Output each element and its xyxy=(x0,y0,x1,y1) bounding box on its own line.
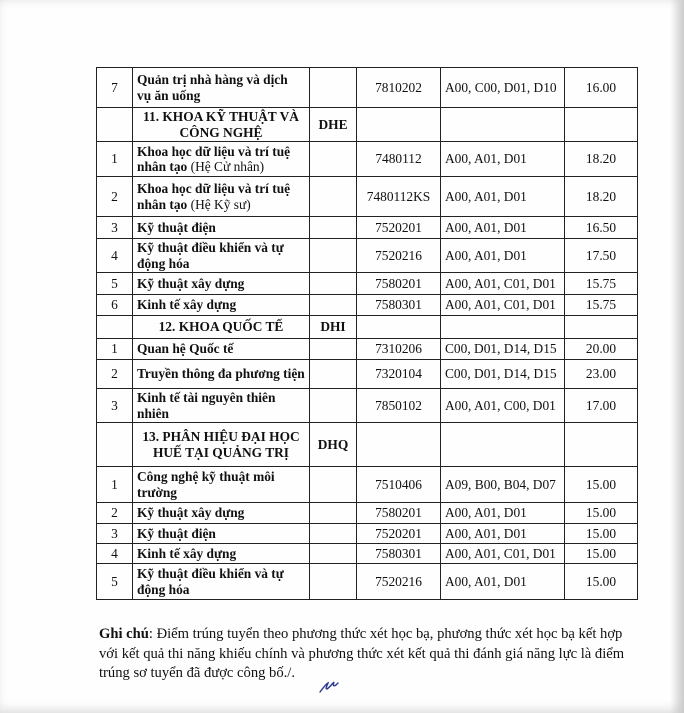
table-row xyxy=(97,564,638,600)
subject-combination: A00, A01, D01 xyxy=(441,564,565,600)
major-name xyxy=(133,295,310,316)
stt-cell: 3 xyxy=(97,389,133,423)
admission-score: 16.50 xyxy=(565,217,638,239)
school-code-cell xyxy=(310,217,357,239)
major-code: 7850102 xyxy=(357,389,441,423)
admission-score: 15.00 xyxy=(565,503,638,524)
section-row xyxy=(97,316,638,339)
footnote-label: Ghi chú xyxy=(99,626,149,642)
stt-cell: 2 xyxy=(97,177,133,217)
stt-cell: 3 xyxy=(97,217,133,239)
subject-combination: A00, A01, D01 xyxy=(441,239,565,273)
combo-cell xyxy=(441,316,565,339)
admission-score: 15.75 xyxy=(565,273,638,295)
stt-cell xyxy=(97,316,133,339)
stt-cell: 1 xyxy=(97,142,133,177)
table-row xyxy=(97,142,638,177)
table-row xyxy=(97,389,638,423)
table-row xyxy=(97,524,638,544)
school-code-cell xyxy=(310,273,357,295)
major-name-text: Kỹ thuật điều khiển và tự động hóa xyxy=(137,240,284,271)
admission-score: 18.20 xyxy=(565,142,638,177)
school-code: DHE xyxy=(310,108,357,142)
school-code-cell xyxy=(310,339,357,360)
school-code-cell xyxy=(310,142,357,177)
subject-combination: A00, C00, D01, D10 xyxy=(441,68,565,108)
school-code-cell xyxy=(310,177,357,217)
page-edge-shadow xyxy=(670,0,684,713)
score-cell xyxy=(565,316,638,339)
major-name xyxy=(133,544,310,564)
stt-cell: 7 xyxy=(97,68,133,108)
stt-cell: 2 xyxy=(97,360,133,389)
major-name-text: Truyền thông đa phương tiện xyxy=(137,366,305,382)
major-name xyxy=(133,68,310,108)
major-name-text: Kinh tế xây dựng xyxy=(137,545,237,561)
table-row xyxy=(97,217,638,239)
subject-combination: A00, A01, D01 xyxy=(441,524,565,544)
stt-cell: 5 xyxy=(97,273,133,295)
major-name-extra: (Hệ Kỹ sư) xyxy=(190,196,251,212)
table-row xyxy=(97,273,638,295)
major-name xyxy=(133,524,310,544)
subject-combination: A00, A01, C00, D01 xyxy=(441,389,565,423)
admission-score: 15.00 xyxy=(565,467,638,503)
stt-cell: 3 xyxy=(97,524,133,544)
major-name xyxy=(133,503,310,524)
major-name xyxy=(133,467,310,503)
major-code: 7520201 xyxy=(357,217,441,239)
table-row xyxy=(97,295,638,316)
major-code: 7580301 xyxy=(357,295,441,316)
admission-score: 17.00 xyxy=(565,389,638,423)
major-code: 7480112 xyxy=(357,142,441,177)
admission-score: 18.20 xyxy=(565,177,638,217)
major-name xyxy=(133,239,310,273)
major-code: 7320104 xyxy=(357,360,441,389)
admission-score: 20.00 xyxy=(565,339,638,360)
major-name xyxy=(133,389,310,423)
table-row xyxy=(97,544,638,564)
combo-cell xyxy=(441,423,565,467)
school-code-cell xyxy=(310,295,357,316)
major-name xyxy=(133,360,310,389)
stt-cell: 2 xyxy=(97,503,133,524)
signature-mark xyxy=(318,678,340,694)
table-row xyxy=(97,467,638,503)
subject-combination: A00, A01, D01 xyxy=(441,217,565,239)
subject-combination: C00, D01, D14, D15 xyxy=(441,360,565,389)
major-code: 7580201 xyxy=(357,503,441,524)
major-code: 7810202 xyxy=(357,68,441,108)
admission-score: 23.00 xyxy=(565,360,638,389)
stt-cell: 6 xyxy=(97,295,133,316)
stt-cell: 1 xyxy=(97,339,133,360)
section-title: 12. KHOA QUỐC TẾ xyxy=(133,316,310,339)
code-cell xyxy=(357,108,441,142)
stt-cell: 1 xyxy=(97,467,133,503)
table-row xyxy=(97,360,638,389)
major-code: 7520216 xyxy=(357,564,441,600)
school-code-cell xyxy=(310,503,357,524)
admission-score: 17.50 xyxy=(565,239,638,273)
subject-combination: C00, D01, D14, D15 xyxy=(441,339,565,360)
major-name xyxy=(133,142,310,177)
major-name-text: Quan hệ Quốc tế xyxy=(137,341,234,357)
admission-score: 15.00 xyxy=(565,544,638,564)
major-name xyxy=(133,339,310,360)
stt-cell xyxy=(97,423,133,467)
major-name-text: Kỹ thuật điện xyxy=(137,219,216,235)
major-code: 7520201 xyxy=(357,524,441,544)
school-code-cell xyxy=(310,68,357,108)
subject-combination: A00, A01, C01, D01 xyxy=(441,273,565,295)
school-code-cell xyxy=(310,544,357,564)
admission-score: 15.75 xyxy=(565,295,638,316)
major-code: 7480112KS xyxy=(357,177,441,217)
admission-score: 15.00 xyxy=(565,564,638,600)
major-name-text: Kỹ thuật điện xyxy=(137,525,216,541)
major-name-text: Công nghệ kỹ thuật môi trường xyxy=(137,469,275,500)
table-body xyxy=(97,68,638,600)
footnote-text: : Điểm trúng tuyển theo phương thức xét học bạ, phương thức xét học bạ kết hợp với kết quả thi năng khiếu chính và phương thức xét kết quả thi đánh giá năng lực là điểm trúng sơ tuyển đã được công bố./. xyxy=(99,626,625,681)
section-row xyxy=(97,423,638,467)
major-name-text: Kỹ thuật điều khiển và tự động hóa xyxy=(137,566,284,597)
stt-cell xyxy=(97,108,133,142)
major-name-text: Khoa học dữ liệu và trí tuệ nhân tạo xyxy=(137,181,291,212)
major-name-text: Khoa học dữ liệu và trí tuệ nhân tạo xyxy=(137,143,291,174)
admission-score-table xyxy=(96,67,638,600)
stt-cell: 5 xyxy=(97,564,133,600)
school-code-cell xyxy=(310,524,357,544)
score-cell xyxy=(565,108,638,142)
table-row xyxy=(97,239,638,273)
code-cell xyxy=(357,423,441,467)
major-name xyxy=(133,273,310,295)
major-name xyxy=(133,217,310,239)
subject-combination: A09, B00, B04, D07 xyxy=(441,467,565,503)
section-row xyxy=(97,108,638,142)
major-code: 7510406 xyxy=(357,467,441,503)
school-code-cell xyxy=(310,239,357,273)
admission-score: 15.00 xyxy=(565,524,638,544)
table-row xyxy=(97,339,638,360)
section-title: 11. KHOA KỸ THUẬT VÀ CÔNG NGHỆ xyxy=(133,108,310,142)
admission-score: 16.00 xyxy=(565,68,638,108)
school-code-cell xyxy=(310,360,357,389)
school-code-cell xyxy=(310,389,357,423)
major-code: 7580301 xyxy=(357,544,441,564)
combo-cell xyxy=(441,108,565,142)
major-code: 7310206 xyxy=(357,339,441,360)
table-row xyxy=(97,177,638,217)
major-name-extra: (Hệ Cử nhân) xyxy=(190,159,265,174)
school-code-cell xyxy=(310,564,357,600)
major-name-text: Quản trị nhà hàng và dịch vụ ăn uống xyxy=(137,72,288,103)
major-code: 7520216 xyxy=(357,239,441,273)
major-name-text: Kinh tế tài nguyên thiên nhiên xyxy=(137,390,276,421)
major-name xyxy=(133,177,310,217)
major-name-text: Kinh tế xây dựng xyxy=(137,297,237,313)
major-name xyxy=(133,564,310,600)
subject-combination: A00, A01, D01 xyxy=(441,503,565,524)
major-code: 7580201 xyxy=(357,273,441,295)
code-cell xyxy=(357,316,441,339)
stt-cell: 4 xyxy=(97,544,133,564)
subject-combination: A00, A01, C01, D01 xyxy=(441,544,565,564)
score-cell xyxy=(565,423,638,467)
section-title: 13. PHÂN HIỆU ĐẠI HỌC HUẾ TẠI QUẢNG TRỊ xyxy=(133,423,310,467)
stt-cell: 4 xyxy=(97,239,133,273)
subject-combination: A00, A01, C01, D01 xyxy=(441,295,565,316)
major-name-text: Kỹ thuật xây dựng xyxy=(137,505,245,521)
table-row xyxy=(97,503,638,524)
footnote xyxy=(99,625,639,684)
subject-combination: A00, A01, D01 xyxy=(441,142,565,177)
school-code: DHI xyxy=(310,316,357,339)
table-row xyxy=(97,68,638,108)
school-code-cell xyxy=(310,467,357,503)
school-code: DHQ xyxy=(310,423,357,467)
major-name-text: Kỹ thuật xây dựng xyxy=(137,275,245,291)
subject-combination: A00, A01, D01 xyxy=(441,177,565,217)
